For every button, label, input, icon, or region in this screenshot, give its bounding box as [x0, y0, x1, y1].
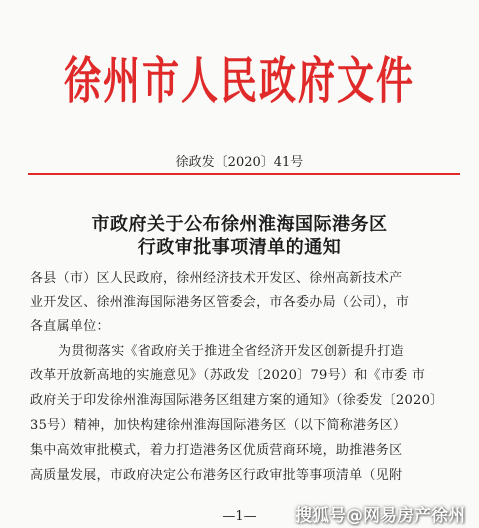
body-line: 业开发区、徐州淮海国际港务区管委会，市各委办局（公司），市 [30, 295, 410, 310]
body-line: 改革开放新高地的实施意见》（苏政发〔2020〕79号）和《市委 市 [30, 368, 426, 383]
body-line: 为贯彻落实《省政府关于推进全省经济开发区创新提升打造 [58, 344, 404, 359]
body-line: 各直属单位： [30, 319, 110, 334]
document-header-title: 徐州市人民政府文件 [64, 50, 415, 111]
notice-title-line-2: 行政审批事项清单的通知 [137, 237, 342, 258]
source-watermark: 搜狐号@网易房产徐州 [295, 506, 465, 526]
red-divider [28, 173, 460, 175]
body-line: 集中高效审批模式，着力打造港务区优质营商环境，助推港务区 [30, 443, 403, 458]
body-line: 35号）精神，加快构建徐州淮海国际港务区（以下简称港务区） [30, 418, 407, 433]
document-number: 徐政发〔2020〕41号 [175, 155, 304, 170]
notice-title-line-1: 市政府关于公布徐州淮海国际港务区 [91, 214, 388, 235]
body-line: 高质量发展，市政府决定公布港务区行政审批等事项清单（见附 [30, 468, 403, 483]
body-line: 各县（市）区人民政府，徐州经济技术开发区、徐州高新技术产 [30, 271, 403, 286]
page-number: —1— [222, 509, 257, 524]
body-line: 政府关于印发徐州淮海国际港务区组建方案的通知》（徐委发〔2020〕 [30, 393, 444, 408]
